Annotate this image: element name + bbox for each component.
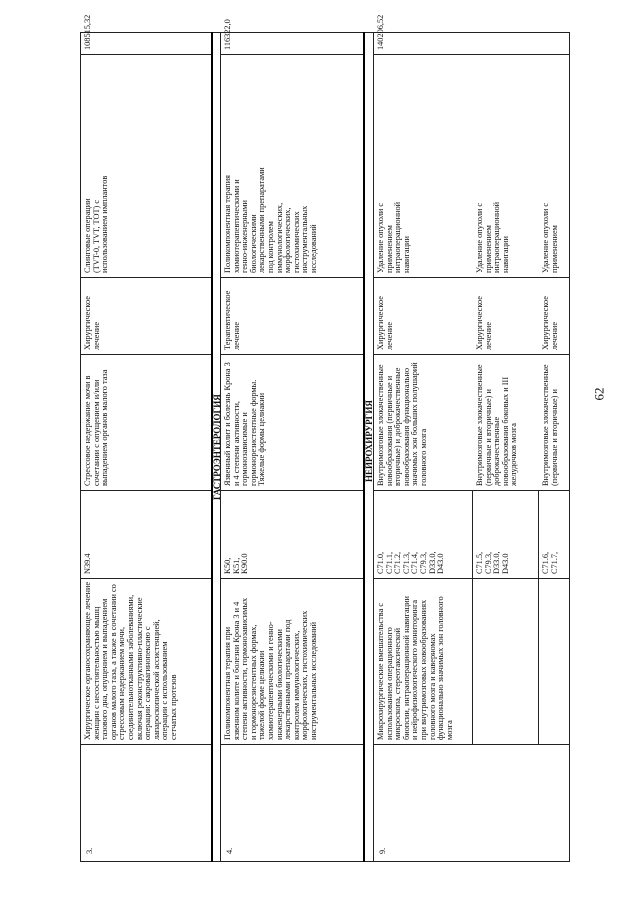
row-name: Поликомпонентная терапия при язвенном колите и болезни Крона 3 и 4 степени активности, гормонозависимых и гормонорезистентных формах, тяжелой форме целиакии химиотерапевтическими и генно- инженерными биологическими лекарственными препаратами под контролем иммунологических, морфологических, гистохимических инструментальных исследований [223,597,318,740]
row-cost: 140206,52 [376,14,385,50]
row-name: Хирургическое органосохраняющее лечение женщин с несостоятельностью мышц тазового дна, опущением и выпадением органов малого таза, а также в сочетании со стрессовым недержанием мочи, соединительнотканными заболеваниями, включая реконструктивно-пластические операции: сакровагинопексию с лапароскопической ассистенцией, операции с использованием сетчатых протезов [83,581,178,740]
page-number: 62 [591,387,607,401]
row-codes: N39.4 [83,553,92,574]
row-number: 3. [85,847,94,854]
document-table [80,14,570,862]
table-border-top [80,32,570,33]
row-method: Удаление опухоли с применением интраоперационной навигации [376,201,411,273]
table-border-bottom [80,861,570,862]
row-model: Внутримозговые злокачественные новообразования (первичные и вторичные) и доброкачественные новообразования функционально значимых зон больших полушарий головного мозга [376,362,428,486]
row-method: Удаление опухоли с применением [541,202,559,273]
row-treatment-type: Хирургическое лечение [475,296,493,350]
row-treatment-type: Хирургическое лечение [541,296,559,350]
row-codes: C71.6, C71.7, [541,551,559,574]
row-model: Внутримозговые злокачественные (первичные и вторичные) и [541,364,559,486]
row-model: Внутримозговые злокачественные (первичные и вторичные) и доброкачественные новообразования боковых и III желудочков мозга [475,364,519,486]
row-border [80,32,81,862]
col-border [220,277,363,278]
row-cost: 116322,0 [223,19,232,50]
row-cost: 108515,32 [83,14,92,50]
row-codes: C71.5, C79.3, D33.0, D43.0 [475,551,510,574]
subrow-border [538,490,539,744]
col-border [80,490,211,491]
row-codes: K50, K51, K90.0 [223,553,250,574]
row-method: Слинговые операции (TVT-0, TVT, TOT) с использованием имплантов [83,175,110,273]
col-border [220,744,363,745]
row-treatment-type: Хирургическое лечение [376,296,394,350]
row-model: Язвенный колит и болезнь Крона 3 и 4 степени активности, гормонозависимые и гормонорезистентные формы. Тяжелые формы целиакии [223,362,267,486]
row-model: Стрессовое недержание мочи в сочетании с опущением и/или выпадением органов малого таза [83,369,110,486]
row-treatment-type: Хирургическое лечение [83,296,101,350]
row-treatment-type: Терапевтическое лечение [223,290,241,350]
row-codes: C71.0, C71.1, C71.2, C71.3, C71.4, C79.3, D33.0, D43.0 [376,551,446,574]
col-border [80,744,211,745]
section-header: ГАСТРОЭНТЕРОЛОГИЯ [212,394,222,500]
row-method: Удаление опухоли с применением интраоперационной навигации [475,201,510,273]
row-name: Микрохирургические вмешательства с использованием операционного микроскопа, стереотаксической биопсии, интраоперационной навигации и нейрофизиологического мониторинга при внутримозговых новообразованиях головного мозга и каверномах функционально значимых зон головного мозга [376,596,454,740]
row-method: Поликомпонентная терапия химиотерапевтическими и генно-инженерными биологическими лекарственными препаратами под контролем иммунологических, морфологических, гистохимических инструментальных исследований [223,167,318,273]
col-border [373,277,569,278]
col-border [373,744,569,745]
col-border [373,578,569,579]
col-border [80,578,211,579]
row-number: 9. [378,847,387,854]
row-border [569,32,570,862]
col-border [220,578,363,579]
row-number: 4. [225,847,234,854]
section-header: НЕЙРОХИРУРГИЯ [364,400,374,482]
subrow-border [472,490,473,744]
